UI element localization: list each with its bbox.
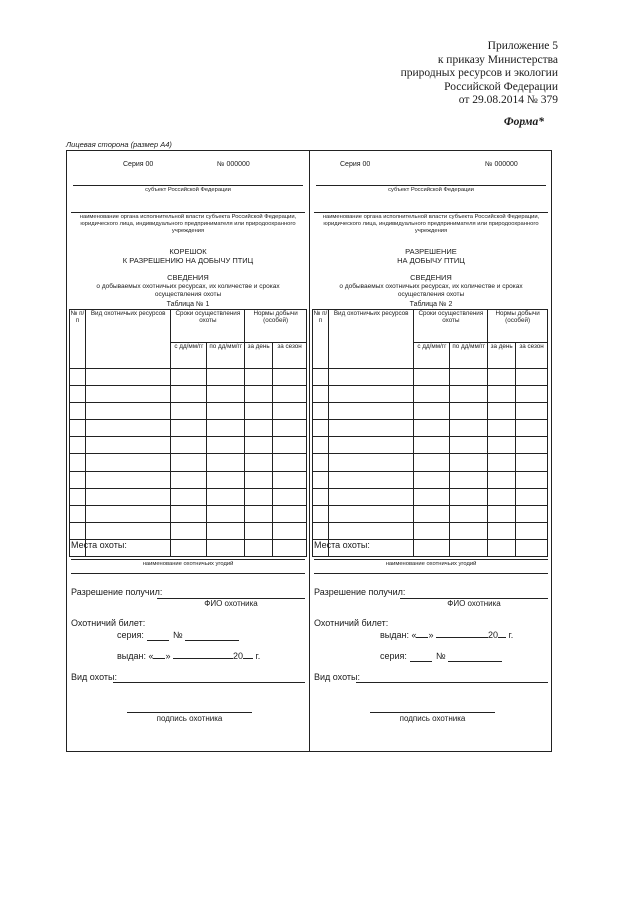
issued-close: » xyxy=(165,651,171,661)
table-cell[interactable] xyxy=(450,488,488,505)
col-kind: Вид охотничьих ресурсов xyxy=(85,310,171,369)
appendix-line: к приказу Министерства xyxy=(437,53,558,66)
table-row xyxy=(70,437,307,454)
table-cell[interactable] xyxy=(273,471,307,488)
table-cell[interactable] xyxy=(516,369,548,386)
ticket-series-label: серия: xyxy=(117,630,144,640)
permit-number: № 000000 xyxy=(485,161,518,168)
table-cell[interactable] xyxy=(70,437,86,454)
stub-title-line: КОРЕШОК xyxy=(169,247,207,256)
table-cell[interactable] xyxy=(328,471,414,488)
col-kind: Вид охотничьих ресурсов xyxy=(328,310,414,369)
table-cell[interactable] xyxy=(313,437,329,454)
table-cell[interactable] xyxy=(207,403,245,420)
table-cell[interactable] xyxy=(328,505,414,522)
issued-open: выдан: « xyxy=(117,651,154,661)
ticket-no-line[interactable] xyxy=(448,661,502,662)
ticket-no-line[interactable] xyxy=(185,640,239,641)
table-cell[interactable] xyxy=(488,539,516,556)
col-norms: Нормы добычи (особей) xyxy=(245,310,307,343)
table-cell[interactable] xyxy=(328,386,414,403)
appendix-line: Приложение 5 xyxy=(487,40,558,52)
table-label: Таблица № 2 xyxy=(409,301,453,308)
table-cell[interactable] xyxy=(171,522,207,539)
table-cell[interactable] xyxy=(207,505,245,522)
table-cell[interactable] xyxy=(70,471,86,488)
ticket-series-line[interactable] xyxy=(147,640,169,641)
table-cell[interactable] xyxy=(516,471,548,488)
issued-month-line[interactable] xyxy=(173,658,233,659)
table-cell[interactable] xyxy=(488,522,516,539)
places-line-2[interactable] xyxy=(71,573,305,574)
table-row xyxy=(70,488,307,505)
table-row xyxy=(313,471,548,488)
table-cell[interactable] xyxy=(245,437,273,454)
table-cell[interactable] xyxy=(171,386,207,403)
col-from: с дд/мм/гг xyxy=(171,343,207,369)
table-row xyxy=(70,471,307,488)
table-cell[interactable] xyxy=(245,488,273,505)
ticket-series-label: серия: xyxy=(380,651,407,661)
issued-label xyxy=(380,630,513,640)
table-cell[interactable] xyxy=(414,505,450,522)
issued-g: г. xyxy=(255,651,261,661)
table-cell[interactable] xyxy=(450,386,488,403)
places-line-2[interactable] xyxy=(314,573,548,574)
table-cell[interactable] xyxy=(450,454,488,471)
table-cell[interactable] xyxy=(414,522,450,539)
table-cell[interactable] xyxy=(328,522,414,539)
form-label: Форма* xyxy=(503,116,544,128)
hunt-kind-label: Вид охоты: xyxy=(314,672,360,682)
subject-caption: субъект Российской Федерации xyxy=(145,187,231,193)
permit-received-label: Разрешение получил: xyxy=(314,587,406,597)
table-cell[interactable] xyxy=(414,369,450,386)
table-cell[interactable] xyxy=(171,403,207,420)
table-cell[interactable] xyxy=(273,369,307,386)
table-cell[interactable] xyxy=(273,403,307,420)
table-cell[interactable] xyxy=(488,403,516,420)
table-cell[interactable] xyxy=(516,386,548,403)
table-cell[interactable] xyxy=(245,505,273,522)
col-terms: Сроки осуществления охоты xyxy=(171,310,245,343)
table-cell[interactable] xyxy=(245,471,273,488)
table-cell[interactable] xyxy=(328,454,414,471)
table-cell[interactable] xyxy=(516,420,548,437)
table-cell[interactable] xyxy=(273,454,307,471)
table-row xyxy=(313,522,548,539)
permit-title-line: НА ДОБЫЧУ ПТИЦ xyxy=(397,256,465,265)
issued-day-line[interactable] xyxy=(153,658,165,659)
ticket-no-label: № xyxy=(173,630,183,640)
subject-caption: субъект Российской Федерации xyxy=(388,187,474,193)
table-cell[interactable] xyxy=(70,522,86,539)
table-row xyxy=(313,488,548,505)
table-cell[interactable] xyxy=(207,454,245,471)
table-cell[interactable] xyxy=(245,386,273,403)
permit-title xyxy=(310,247,552,265)
table-cell[interactable] xyxy=(414,488,450,505)
issued-year-line[interactable] xyxy=(243,658,253,659)
table-row xyxy=(313,505,548,522)
table-row xyxy=(70,505,307,522)
col-from: с дд/мм/гг xyxy=(414,343,450,369)
table-cell[interactable] xyxy=(313,369,329,386)
table-cell[interactable] xyxy=(85,454,171,471)
table-cell[interactable] xyxy=(414,403,450,420)
table-cell[interactable] xyxy=(488,454,516,471)
appendix-header xyxy=(358,40,558,108)
permit-panel xyxy=(310,151,552,751)
table-cell[interactable] xyxy=(85,505,171,522)
table-cell[interactable] xyxy=(450,437,488,454)
table-cell[interactable] xyxy=(70,386,86,403)
table-cell[interactable] xyxy=(85,403,171,420)
table-cell[interactable] xyxy=(414,471,450,488)
signature-caption: подпись охотника xyxy=(156,714,223,723)
issued-close: » xyxy=(428,630,434,640)
table-row xyxy=(70,403,307,420)
issued-day-line[interactable] xyxy=(416,637,428,638)
table-body xyxy=(313,369,548,557)
table-row xyxy=(313,369,548,386)
table-label: Таблица № 1 xyxy=(166,301,210,308)
table-cell[interactable] xyxy=(488,420,516,437)
table-cell[interactable] xyxy=(450,471,488,488)
hunt-kind-line[interactable] xyxy=(113,682,305,683)
table-cell[interactable] xyxy=(171,420,207,437)
table-cell[interactable] xyxy=(313,488,329,505)
table-cell[interactable] xyxy=(313,420,329,437)
permit-sheet xyxy=(66,150,552,752)
issued-open: выдан: « xyxy=(380,630,417,640)
table-cell[interactable] xyxy=(85,471,171,488)
issued-g: г. xyxy=(508,630,514,640)
table-cell[interactable] xyxy=(85,369,171,386)
table-cell[interactable] xyxy=(70,403,86,420)
table-cell[interactable] xyxy=(273,488,307,505)
table-cell[interactable] xyxy=(328,369,414,386)
table-cell[interactable] xyxy=(450,420,488,437)
ticket-label: Охотничий билет: xyxy=(71,618,146,628)
table-cell[interactable] xyxy=(207,437,245,454)
ticket-label: Охотничий билет: xyxy=(314,618,389,628)
table-cell[interactable] xyxy=(207,488,245,505)
table-cell[interactable] xyxy=(70,369,86,386)
table-cell[interactable] xyxy=(450,522,488,539)
table-cell[interactable] xyxy=(516,522,548,539)
table-row xyxy=(70,522,307,539)
ticket-series-line[interactable] xyxy=(410,661,432,662)
signature-caption: подпись охотника xyxy=(399,714,466,723)
permit-title-line: РАЗРЕШЕНИЕ xyxy=(405,247,457,256)
table-cell[interactable] xyxy=(414,420,450,437)
info-title: СВЕДЕНИЯ xyxy=(167,273,209,282)
places-caption: наименование охотничьих угодий xyxy=(385,561,477,567)
info-title: СВЕДЕНИЯ xyxy=(410,273,452,282)
table-cell[interactable] xyxy=(516,539,548,556)
table-cell[interactable] xyxy=(450,539,488,556)
table-cell[interactable] xyxy=(171,437,207,454)
table-row xyxy=(313,403,548,420)
table-cell[interactable] xyxy=(70,454,86,471)
table-cell[interactable] xyxy=(245,420,273,437)
table-cell[interactable] xyxy=(516,403,548,420)
table-cell[interactable] xyxy=(328,437,414,454)
table-cell[interactable] xyxy=(245,369,273,386)
stub-title xyxy=(67,247,309,265)
table-cell[interactable] xyxy=(313,386,329,403)
authority-line[interactable] xyxy=(314,212,548,213)
table-cell[interactable] xyxy=(245,454,273,471)
authority-caption: наименование органа исполнительной власти субъекта Российской Федерации, юридического лица, индивидуального предпринимателя или природоохранного учреждения xyxy=(79,214,297,234)
table-row xyxy=(313,420,548,437)
fio-caption: ФИО охотника xyxy=(447,599,501,608)
info-subtitle-line: о добываемых охотничьих ресурсах, их количестве и сроках xyxy=(96,283,280,290)
table-cell[interactable] xyxy=(207,420,245,437)
stub-series: Серия 00 xyxy=(123,161,154,168)
hunt-kind-line[interactable] xyxy=(356,682,548,683)
permit-series: Серия 00 xyxy=(340,161,371,168)
table-cell[interactable] xyxy=(245,539,273,556)
table-cell[interactable] xyxy=(171,471,207,488)
table-cell[interactable] xyxy=(488,437,516,454)
resources-table xyxy=(69,309,307,557)
authority-caption: наименование органа исполнительной власти субъекта Российской Федерации, юридического лица, индивидуального предпринимателя или природоохранного учреждения xyxy=(322,214,540,234)
info-subtitle xyxy=(67,283,309,299)
table-cell[interactable] xyxy=(273,386,307,403)
table-cell[interactable] xyxy=(488,505,516,522)
table-cell[interactable] xyxy=(313,403,329,420)
table-cell[interactable] xyxy=(70,505,86,522)
stub-panel xyxy=(67,151,309,751)
table-cell[interactable] xyxy=(313,454,329,471)
table-row xyxy=(313,437,548,454)
hunt-kind-label: Вид охоты: xyxy=(71,672,117,682)
table-cell[interactable] xyxy=(245,403,273,420)
table-cell[interactable] xyxy=(273,522,307,539)
info-subtitle-line: о добываемых охотничьих ресурсах, их количестве и сроках xyxy=(339,283,523,290)
ticket-no-label: № xyxy=(436,651,446,661)
table-cell[interactable] xyxy=(450,403,488,420)
col-to: по дд/мм/гг xyxy=(207,343,245,369)
table-cell[interactable] xyxy=(450,369,488,386)
table-cell[interactable] xyxy=(171,539,207,556)
table-row xyxy=(70,420,307,437)
info-subtitle-line: осуществления охоты xyxy=(154,291,222,298)
appendix-line: природных ресурсов и экологии xyxy=(400,67,558,80)
table-cell[interactable] xyxy=(273,505,307,522)
places-label: Места охоты: xyxy=(71,540,127,550)
table-cell[interactable] xyxy=(313,471,329,488)
table-cell[interactable] xyxy=(516,488,548,505)
places-label: Места охоты: xyxy=(314,540,370,550)
face-side-note: Лицевая сторона (размер А4) xyxy=(66,140,172,149)
table-cell[interactable] xyxy=(171,369,207,386)
info-subtitle-line: осуществления охоты xyxy=(397,291,465,298)
stub-title-line: К РАЗРЕШЕНИЮ НА ДОБЫЧУ ПТИЦ xyxy=(122,256,254,265)
table-cell[interactable] xyxy=(273,539,307,556)
col-to: по дд/мм/гг xyxy=(450,343,488,369)
table-cell[interactable] xyxy=(207,386,245,403)
appendix-line: Российской Федерации xyxy=(444,80,558,93)
table-cell[interactable] xyxy=(85,488,171,505)
table-cell[interactable] xyxy=(488,386,516,403)
table-row xyxy=(70,454,307,471)
table-cell[interactable] xyxy=(414,437,450,454)
col-per-season: за сезон xyxy=(516,343,548,369)
col-norms: Нормы добычи (особей) xyxy=(488,310,548,343)
table-cell[interactable] xyxy=(488,488,516,505)
table-cell[interactable] xyxy=(488,369,516,386)
permit-received-label: Разрешение получил: xyxy=(71,587,163,597)
table-cell[interactable] xyxy=(171,488,207,505)
table-cell[interactable] xyxy=(328,403,414,420)
fio-caption: ФИО охотника xyxy=(204,599,258,608)
places-caption: наименование охотничьих угодий xyxy=(142,561,234,567)
col-per-day: за день xyxy=(245,343,273,369)
issued-year: 20 xyxy=(233,651,244,661)
table-cell[interactable] xyxy=(313,522,329,539)
table-cell[interactable] xyxy=(450,505,488,522)
table-cell[interactable] xyxy=(488,471,516,488)
table-cell[interactable] xyxy=(516,437,548,454)
table-cell[interactable] xyxy=(70,488,86,505)
table-cell[interactable] xyxy=(328,488,414,505)
table-body xyxy=(70,369,307,557)
issued-year-line[interactable] xyxy=(498,637,506,638)
table-cell[interactable] xyxy=(207,369,245,386)
table-cell[interactable] xyxy=(414,454,450,471)
col-per-day: за день xyxy=(488,343,516,369)
table-cell[interactable] xyxy=(313,505,329,522)
table-cell[interactable] xyxy=(328,420,414,437)
table-cell[interactable] xyxy=(245,522,273,539)
info-subtitle xyxy=(310,283,552,299)
table-cell[interactable] xyxy=(414,386,450,403)
col-per-season: за сезон xyxy=(273,343,307,369)
table-cell[interactable] xyxy=(85,386,171,403)
table-cell[interactable] xyxy=(85,522,171,539)
table-cell[interactable] xyxy=(207,539,245,556)
appendix-line: от 29.08.2014 № 379 xyxy=(458,94,558,107)
authority-line[interactable] xyxy=(71,212,305,213)
table-row xyxy=(70,369,307,386)
table-cell[interactable] xyxy=(273,420,307,437)
table-cell[interactable] xyxy=(207,522,245,539)
issued-label xyxy=(117,651,260,661)
table-cell[interactable] xyxy=(85,437,171,454)
table-cell[interactable] xyxy=(516,505,548,522)
table-row xyxy=(70,386,307,403)
subject-line[interactable] xyxy=(316,185,546,186)
table-cell[interactable] xyxy=(273,437,307,454)
issued-year: 20 xyxy=(488,630,499,640)
places-line[interactable] xyxy=(314,559,548,560)
table-cell[interactable] xyxy=(70,420,86,437)
stub-number: № 000000 xyxy=(217,161,250,168)
table-cell[interactable] xyxy=(207,471,245,488)
table-cell[interactable] xyxy=(414,539,450,556)
resources-table xyxy=(312,309,548,557)
table-row xyxy=(313,386,548,403)
col-num: № п/п xyxy=(70,310,86,369)
table-cell[interactable] xyxy=(171,454,207,471)
table-cell[interactable] xyxy=(85,420,171,437)
table-row xyxy=(313,454,548,471)
signature-line[interactable] xyxy=(370,712,495,713)
col-num: № п/п xyxy=(313,310,329,369)
signature-line[interactable] xyxy=(127,712,252,713)
issued-month-line[interactable] xyxy=(436,637,488,638)
subject-line[interactable] xyxy=(73,185,303,186)
table-cell[interactable] xyxy=(516,454,548,471)
places-line[interactable] xyxy=(71,559,305,560)
table-cell[interactable] xyxy=(171,505,207,522)
col-terms: Сроки осуществления охоты xyxy=(414,310,488,343)
